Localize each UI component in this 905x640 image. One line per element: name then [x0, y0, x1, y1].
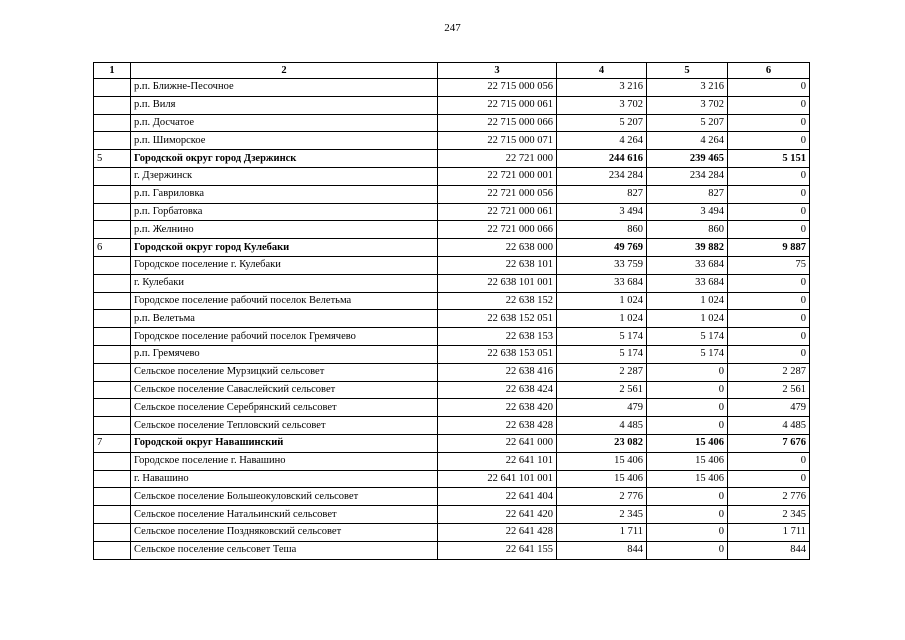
row-number-cell — [94, 185, 131, 203]
territory-name-cell: р.п. Шиморское — [131, 132, 438, 150]
table-row — [94, 488, 810, 506]
row-number-cell — [94, 345, 131, 363]
row-number-cell — [94, 132, 131, 150]
oktmo-code-cell: 22 715 000 071 — [438, 132, 557, 150]
oktmo-code-cell: 22 721 000 061 — [438, 203, 557, 221]
table-row — [94, 470, 810, 488]
oktmo-code-cell: 22 721 000 — [438, 150, 557, 168]
oktmo-code-cell: 22 641 155 — [438, 541, 557, 559]
oktmo-code-cell: 22 641 404 — [438, 488, 557, 506]
row-number-cell — [94, 274, 131, 292]
table-row — [94, 434, 810, 452]
value-col6-cell: 0 — [728, 328, 810, 346]
oktmo-code-cell: 22 638 152 — [438, 292, 557, 310]
oktmo-code-cell: 22 638 428 — [438, 417, 557, 435]
value-col5-cell: 5 174 — [647, 345, 728, 363]
value-col6-cell: 0 — [728, 203, 810, 221]
territory-name-cell: р.п. Ближне-Песочное — [131, 79, 438, 97]
oktmo-code-cell: 22 638 420 — [438, 399, 557, 417]
oktmo-code-cell: 22 638 153 — [438, 328, 557, 346]
oktmo-code-cell: 22 638 424 — [438, 381, 557, 399]
value-col5-cell: 15 406 — [647, 470, 728, 488]
table-row — [94, 310, 810, 328]
territory-name-cell: Городское поселение г. Навашино — [131, 452, 438, 470]
oktmo-code-cell: 22 638 416 — [438, 363, 557, 381]
value-col4-cell: 2 345 — [557, 506, 647, 524]
table-row — [94, 185, 810, 203]
value-col5-cell: 1 024 — [647, 292, 728, 310]
territory-name-cell: г. Кулебаки — [131, 274, 438, 292]
value-col5-cell: 239 465 — [647, 150, 728, 168]
territory-name-cell: р.п. Гремячево — [131, 345, 438, 363]
value-col4-cell: 49 769 — [557, 239, 647, 257]
territory-name-cell: г. Дзержинск — [131, 167, 438, 185]
value-col5-cell: 3 702 — [647, 96, 728, 114]
value-col6-cell: 0 — [728, 221, 810, 239]
row-number-cell — [94, 488, 131, 506]
table-row — [94, 345, 810, 363]
value-col4-cell: 1 711 — [557, 523, 647, 541]
value-col6-cell: 2 287 — [728, 363, 810, 381]
row-number-cell — [94, 541, 131, 559]
value-col4-cell: 3 216 — [557, 79, 647, 97]
table-row — [94, 79, 810, 97]
value-col6-cell: 0 — [728, 470, 810, 488]
table-row — [94, 239, 810, 257]
value-col4-cell: 33 759 — [557, 256, 647, 274]
row-number-cell — [94, 79, 131, 97]
value-col6-cell: 479 — [728, 399, 810, 417]
value-col5-cell: 0 — [647, 399, 728, 417]
value-col5-cell: 3 216 — [647, 79, 728, 97]
column-header: 6 — [728, 63, 810, 79]
row-number-cell: 7 — [94, 434, 131, 452]
oktmo-code-cell: 22 638 101 001 — [438, 274, 557, 292]
value-col6-cell: 5 151 — [728, 150, 810, 168]
population-table — [93, 62, 810, 560]
column-header: 1 — [94, 63, 131, 79]
row-number-cell — [94, 363, 131, 381]
territory-name-cell: р.п. Желнино — [131, 221, 438, 239]
table-row — [94, 203, 810, 221]
value-col5-cell: 0 — [647, 541, 728, 559]
column-header: 4 — [557, 63, 647, 79]
oktmo-code-cell: 22 715 000 066 — [438, 114, 557, 132]
oktmo-code-cell: 22 641 428 — [438, 523, 557, 541]
value-col4-cell: 5 174 — [557, 328, 647, 346]
row-number-cell — [94, 221, 131, 239]
row-number-cell — [94, 399, 131, 417]
oktmo-code-cell: 22 715 000 056 — [438, 79, 557, 97]
value-col5-cell: 0 — [647, 363, 728, 381]
value-col4-cell: 3 702 — [557, 96, 647, 114]
value-col6-cell: 2 776 — [728, 488, 810, 506]
value-col6-cell: 0 — [728, 132, 810, 150]
table-row — [94, 96, 810, 114]
value-col6-cell: 0 — [728, 185, 810, 203]
row-number-cell — [94, 381, 131, 399]
table-row — [94, 132, 810, 150]
row-number-cell — [94, 310, 131, 328]
value-col4-cell: 4 485 — [557, 417, 647, 435]
value-col6-cell: 75 — [728, 256, 810, 274]
table-row — [94, 114, 810, 132]
value-col6-cell: 7 676 — [728, 434, 810, 452]
oktmo-code-cell: 22 641 000 — [438, 434, 557, 452]
territory-name-cell: Сельское поселение Саваслейский сельсовет — [131, 381, 438, 399]
value-col6-cell: 1 711 — [728, 523, 810, 541]
oktmo-code-cell: 22 721 000 001 — [438, 167, 557, 185]
value-col5-cell: 15 406 — [647, 452, 728, 470]
oktmo-code-cell: 22 641 420 — [438, 506, 557, 524]
table-row — [94, 328, 810, 346]
row-number-cell — [94, 506, 131, 524]
value-col4-cell: 1 024 — [557, 292, 647, 310]
territory-name-cell: Городской округ Навашинский — [131, 434, 438, 452]
value-col5-cell: 1 024 — [647, 310, 728, 328]
territory-name-cell: р.п. Досчатое — [131, 114, 438, 132]
value-col5-cell: 0 — [647, 488, 728, 506]
row-number-cell — [94, 203, 131, 221]
value-col5-cell: 3 494 — [647, 203, 728, 221]
value-col5-cell: 33 684 — [647, 256, 728, 274]
territory-name-cell: Сельское поселение Большеокуловский сельсовет — [131, 488, 438, 506]
value-col6-cell: 0 — [728, 167, 810, 185]
value-col4-cell: 244 616 — [557, 150, 647, 168]
oktmo-code-cell: 22 638 152 051 — [438, 310, 557, 328]
oktmo-code-cell: 22 715 000 061 — [438, 96, 557, 114]
value-col5-cell: 4 264 — [647, 132, 728, 150]
value-col6-cell: 0 — [728, 292, 810, 310]
table-row — [94, 292, 810, 310]
value-col5-cell: 33 684 — [647, 274, 728, 292]
oktmo-code-cell: 22 721 000 066 — [438, 221, 557, 239]
value-col5-cell: 5 174 — [647, 328, 728, 346]
row-number-cell — [94, 96, 131, 114]
value-col5-cell: 0 — [647, 523, 728, 541]
table-row — [94, 452, 810, 470]
value-col4-cell: 234 284 — [557, 167, 647, 185]
value-col5-cell: 15 406 — [647, 434, 728, 452]
table-row — [94, 150, 810, 168]
value-col6-cell: 0 — [728, 274, 810, 292]
column-header: 5 — [647, 63, 728, 79]
row-number-cell — [94, 417, 131, 435]
value-col5-cell: 827 — [647, 185, 728, 203]
row-number-cell — [94, 292, 131, 310]
value-col6-cell: 9 887 — [728, 239, 810, 257]
table-row — [94, 506, 810, 524]
value-col5-cell: 0 — [647, 506, 728, 524]
value-col5-cell: 39 882 — [647, 239, 728, 257]
territory-name-cell: Сельское поселение Поздняковский сельсовет — [131, 523, 438, 541]
page-number: 247 — [444, 22, 461, 34]
territory-name-cell: Сельское поселение Серебрянский сельсовет — [131, 399, 438, 417]
row-number-cell: 6 — [94, 239, 131, 257]
table-row — [94, 274, 810, 292]
oktmo-code-cell: 22 641 101 — [438, 452, 557, 470]
value-col6-cell: 2 345 — [728, 506, 810, 524]
territory-name-cell: Городское поселение рабочий поселок Гремячево — [131, 328, 438, 346]
value-col6-cell: 844 — [728, 541, 810, 559]
row-number-cell: 5 — [94, 150, 131, 168]
value-col4-cell: 23 082 — [557, 434, 647, 452]
value-col6-cell: 0 — [728, 310, 810, 328]
value-col4-cell: 844 — [557, 541, 647, 559]
territory-name-cell: Городское поселение г. Кулебаки — [131, 256, 438, 274]
table-row — [94, 381, 810, 399]
value-col4-cell: 1 024 — [557, 310, 647, 328]
table-header-row — [94, 63, 810, 79]
territory-name-cell: Городской округ город Кулебаки — [131, 239, 438, 257]
value-col6-cell: 0 — [728, 345, 810, 363]
value-col6-cell: 2 561 — [728, 381, 810, 399]
value-col4-cell: 2 287 — [557, 363, 647, 381]
row-number-cell — [94, 328, 131, 346]
oktmo-code-cell: 22 721 000 056 — [438, 185, 557, 203]
row-number-cell — [94, 523, 131, 541]
territory-name-cell: Городское поселение рабочий поселок Велетьма — [131, 292, 438, 310]
row-number-cell — [94, 114, 131, 132]
value-col5-cell: 860 — [647, 221, 728, 239]
table-row — [94, 363, 810, 381]
territory-name-cell: р.п. Гавриловка — [131, 185, 438, 203]
territory-name-cell: Сельское поселение сельсовет Теша — [131, 541, 438, 559]
value-col5-cell: 0 — [647, 417, 728, 435]
value-col5-cell: 234 284 — [647, 167, 728, 185]
territory-name-cell: Сельское поселение Натальинский сельсовет — [131, 506, 438, 524]
territory-name-cell: г. Навашино — [131, 470, 438, 488]
table-body — [94, 79, 810, 560]
value-col4-cell: 33 684 — [557, 274, 647, 292]
territory-name-cell: Городской округ город Дзержинск — [131, 150, 438, 168]
oktmo-code-cell: 22 641 101 001 — [438, 470, 557, 488]
oktmo-code-cell: 22 638 101 — [438, 256, 557, 274]
territory-name-cell: р.п. Велетьма — [131, 310, 438, 328]
value-col4-cell: 860 — [557, 221, 647, 239]
table-row — [94, 256, 810, 274]
value-col4-cell: 479 — [557, 399, 647, 417]
table-row — [94, 167, 810, 185]
territory-name-cell: р.п. Горбатовка — [131, 203, 438, 221]
value-col5-cell: 5 207 — [647, 114, 728, 132]
oktmo-code-cell: 22 638 153 051 — [438, 345, 557, 363]
value-col6-cell: 4 485 — [728, 417, 810, 435]
table-row — [94, 523, 810, 541]
value-col6-cell: 0 — [728, 79, 810, 97]
territory-name-cell: р.п. Виля — [131, 96, 438, 114]
value-col5-cell: 0 — [647, 381, 728, 399]
value-col4-cell: 5 174 — [557, 345, 647, 363]
table-row — [94, 399, 810, 417]
value-col4-cell: 15 406 — [557, 452, 647, 470]
column-header: 2 — [131, 63, 438, 79]
column-header: 3 — [438, 63, 557, 79]
value-col6-cell: 0 — [728, 114, 810, 132]
value-col4-cell: 827 — [557, 185, 647, 203]
oktmo-code-cell: 22 638 000 — [438, 239, 557, 257]
territory-name-cell: Сельское поселение Тепловский сельсовет — [131, 417, 438, 435]
row-number-cell — [94, 470, 131, 488]
row-number-cell — [94, 256, 131, 274]
row-number-cell — [94, 167, 131, 185]
value-col4-cell: 2 561 — [557, 381, 647, 399]
value-col4-cell: 15 406 — [557, 470, 647, 488]
value-col4-cell: 3 494 — [557, 203, 647, 221]
value-col4-cell: 2 776 — [557, 488, 647, 506]
value-col6-cell: 0 — [728, 96, 810, 114]
territory-name-cell: Сельское поселение Мурзицкий сельсовет — [131, 363, 438, 381]
table-row — [94, 221, 810, 239]
table-row — [94, 417, 810, 435]
value-col6-cell: 0 — [728, 452, 810, 470]
value-col4-cell: 5 207 — [557, 114, 647, 132]
table-row — [94, 541, 810, 559]
row-number-cell — [94, 452, 131, 470]
value-col4-cell: 4 264 — [557, 132, 647, 150]
